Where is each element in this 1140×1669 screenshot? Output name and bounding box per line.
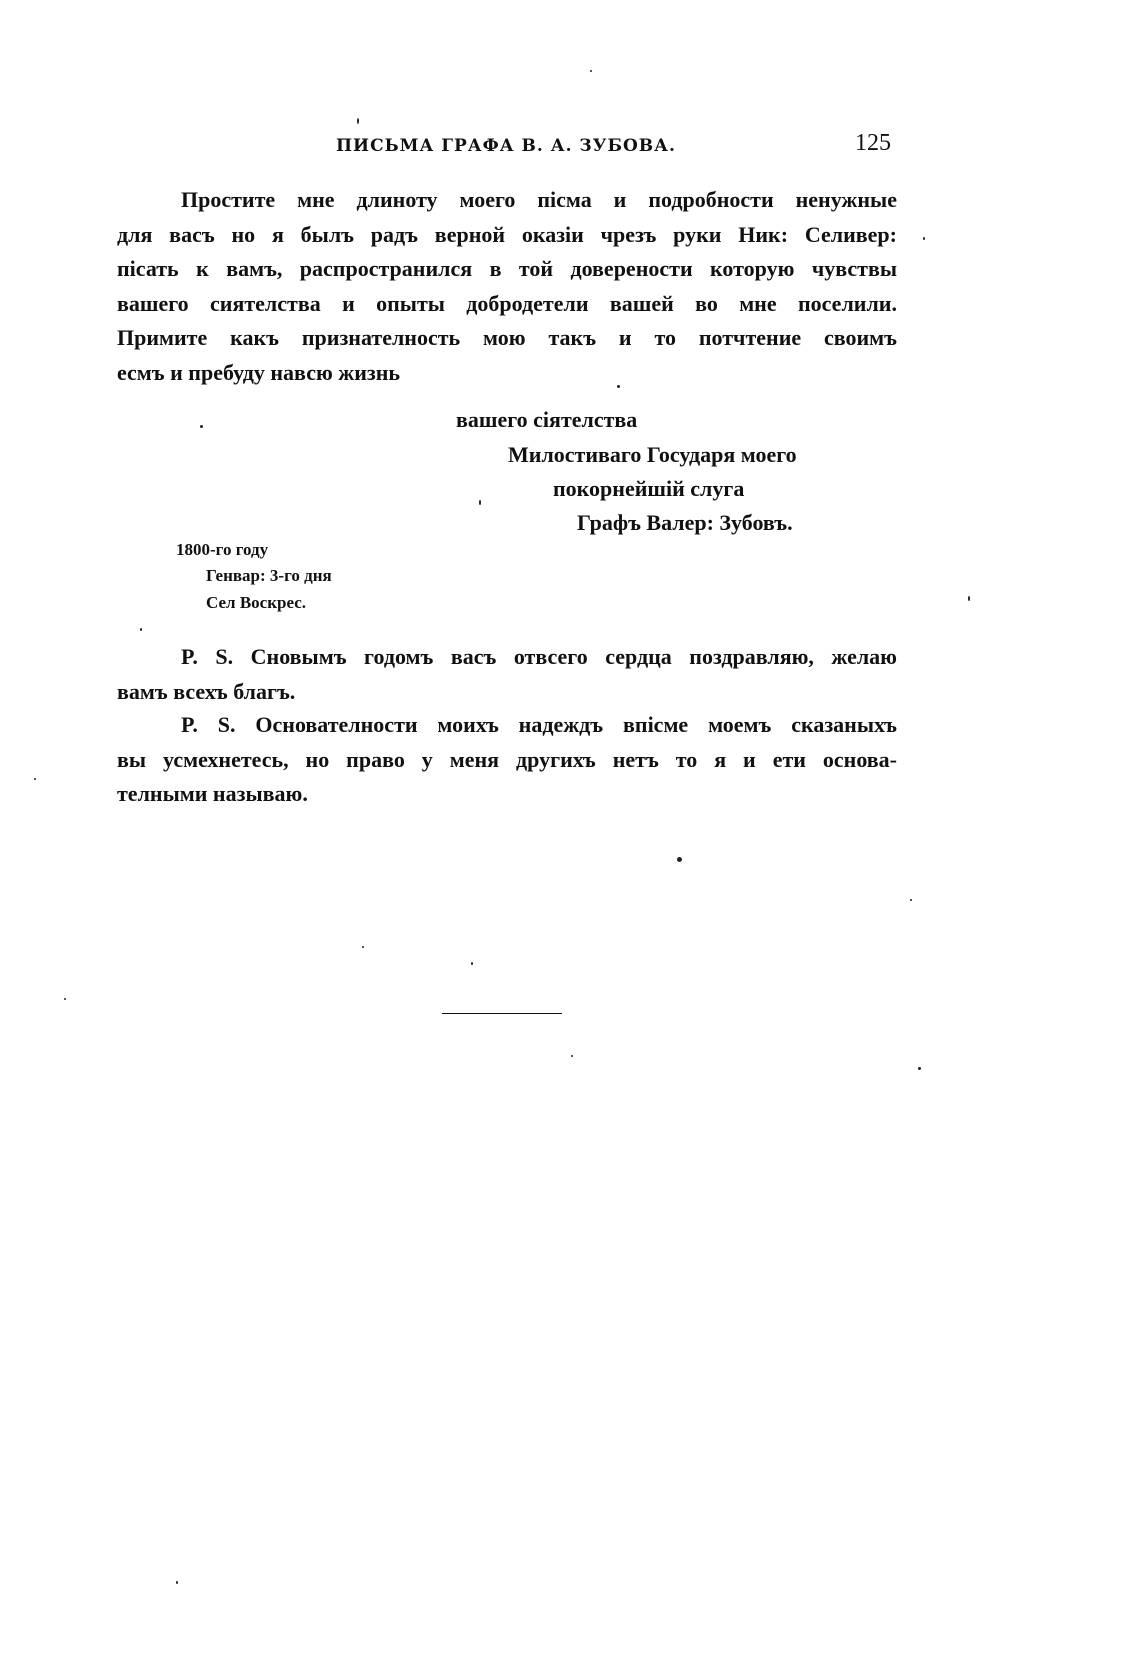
- scan-speck: [571, 1055, 573, 1057]
- text-line: пiсать к вамъ, распространился в той доверености которую чувствы: [117, 256, 897, 281]
- postscript-1: [117, 640, 897, 709]
- end-rule: [442, 1013, 562, 1014]
- text-line: вы усмехнетесь, но право у меня другихъ нетъ то я и ети основа-: [117, 746, 897, 772]
- dateline-date: Генвар: 3-го дня: [206, 566, 332, 585]
- scan-speck: [64, 998, 66, 1000]
- text-line: для васъ но я былъ радъ верной оказiи чрезъ руки Ник: Селивер:: [117, 221, 897, 247]
- dateline-year: 1800-го году: [176, 540, 269, 559]
- scan-speck: [617, 385, 620, 388]
- text-line: телными называю.: [117, 781, 308, 806]
- text-line: вамъ всехъ благъ.: [117, 678, 296, 704]
- scan-speck: [357, 118, 359, 124]
- scan-speck: [923, 237, 925, 240]
- running-title: ПИСЬМА ГРАФА В. А. ЗУБОВА.: [336, 136, 676, 156]
- page-number: 125: [855, 130, 891, 156]
- closing-line: покорнейшiй слуга: [553, 476, 745, 501]
- text-line: Примите какъ признателность мою такъ и то потчтение своимъ: [117, 325, 897, 350]
- letter-main-paragraph: [117, 183, 897, 390]
- text-line: P. S. Основателности моихъ надеждъ впiсме моемъ сказаныхъ: [181, 712, 897, 737]
- signature: Графъ Валер: Зубовъ.: [577, 510, 793, 535]
- text-line: Простите мне длиноту моего пiсма и подробности ненужные: [181, 187, 897, 212]
- scan-speck: [200, 425, 203, 428]
- postscript-2: [117, 708, 897, 812]
- text-line: вашего сиятелства и опыты добродетели вашей во мне поселили.: [117, 290, 897, 316]
- text-line: есмъ и пребуду навсю жизнь: [117, 359, 401, 385]
- scan-speck: [362, 946, 364, 948]
- scan-speck: [34, 778, 36, 780]
- scan-speck: [176, 1581, 178, 1584]
- closing-line: вашего сiятелства: [456, 407, 638, 432]
- closing-line: Милостиваго Государя моего: [508, 442, 797, 467]
- scan-speck: [479, 500, 481, 505]
- text-line: P. S. Сновымъ годомъ васъ отвсего сердца поздравляю, желаю: [181, 644, 897, 669]
- dateline-place: Сел Воскрес.: [206, 593, 306, 612]
- scan-speck: [471, 962, 473, 965]
- scan-speck: [910, 899, 912, 901]
- scan-speck: [590, 70, 592, 72]
- scan-speck: [968, 596, 970, 601]
- scan-speck: [140, 628, 142, 631]
- scan-speck: [677, 857, 682, 862]
- scan-speck: [918, 1067, 921, 1070]
